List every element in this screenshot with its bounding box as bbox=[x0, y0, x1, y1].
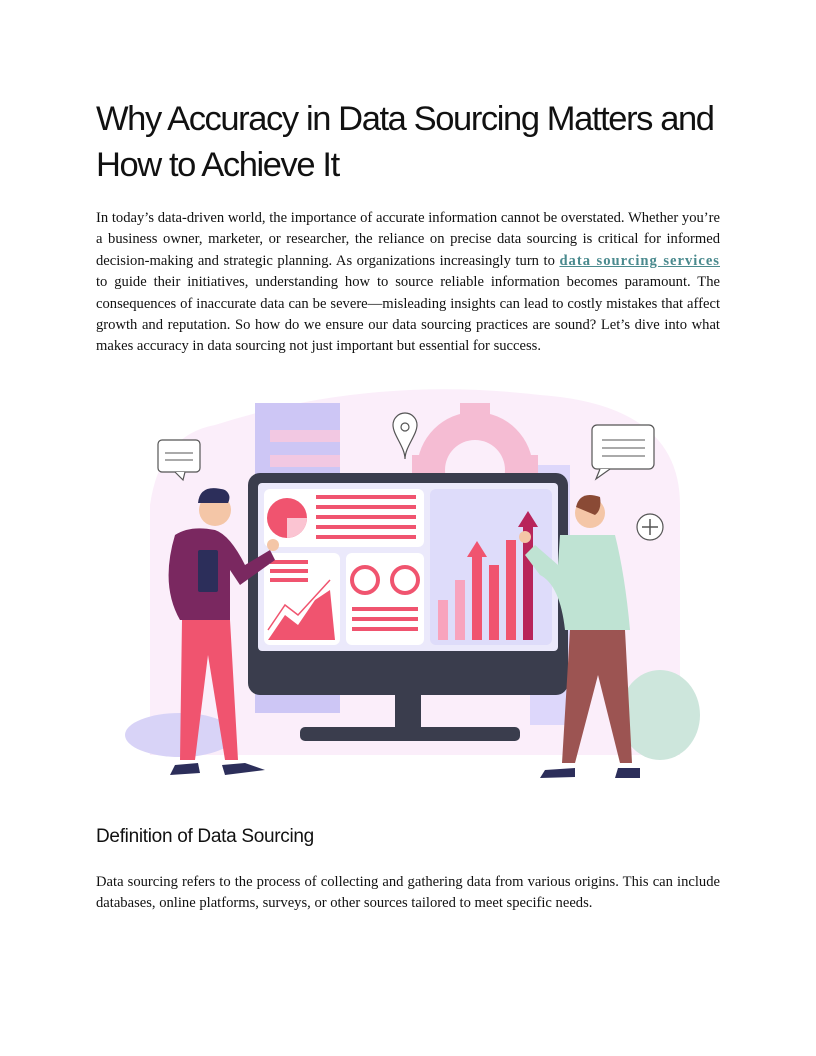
intro-paragraph bbox=[96, 208, 720, 358]
plus-circle-icon bbox=[637, 514, 663, 540]
section-heading: Definition of Data Sourcing bbox=[96, 826, 314, 847]
article-title: Why Accuracy in Data Sourcing Matters and How to Achieve It bbox=[96, 100, 714, 184]
data-analytics-illustration bbox=[120, 385, 700, 790]
intro-text-start: In today’s data-driven world, the importance of accurate information cannot be overstated. Whether you’re a business owner, marketer, or researcher, the reliance on precise data sourcing is critical for informed decision-making and strategic planning. As organizations increasingly turn to bbox=[96, 210, 720, 269]
data-sourcing-services-link[interactable]: data sourcing services bbox=[559, 252, 720, 269]
intro-text-end: to guide their initiatives, understanding how to source reliable information becomes paramount. The consequences of inaccurate data can be severe—misleading insights can lead to costly mistakes that affect growth and reputation. So how do we ensure our data sourcing practices are sound? Let’s dive into what makes accuracy in data sourcing not just important but essential for success. bbox=[96, 274, 720, 355]
section-paragraph: Data sourcing refers to the process of collecting and gathering data from various origins. This can include databases, online platforms, surveys, or other sources tailored to meet specific needs. bbox=[96, 874, 720, 912]
